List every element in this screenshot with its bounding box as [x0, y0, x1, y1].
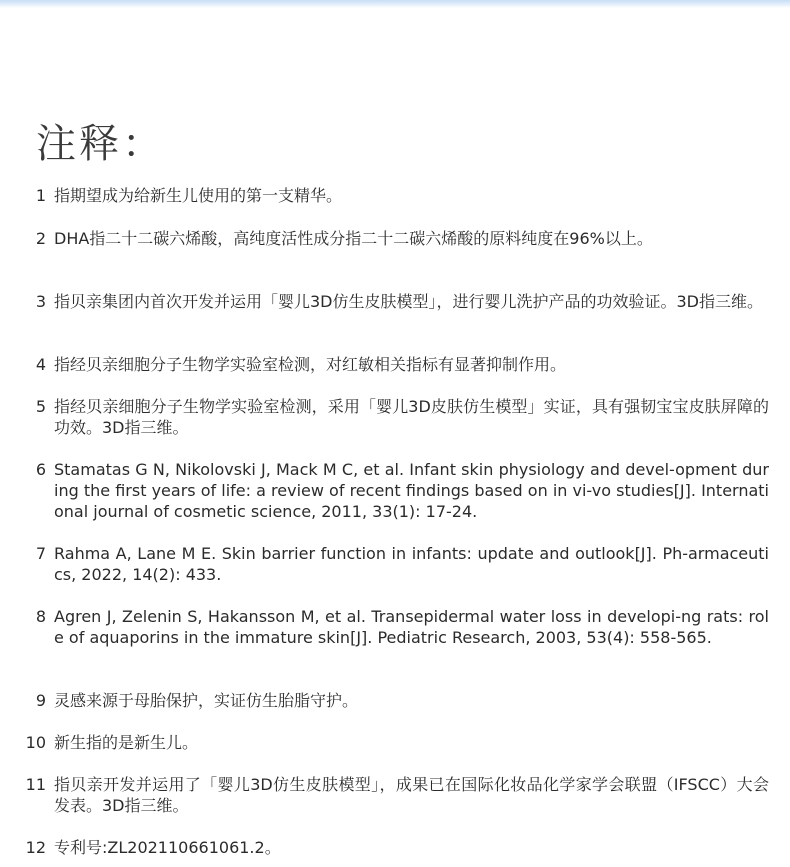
- note-text: DHA指二十二碳六烯酸，高纯度活性成分指二十二碳六烯酸的原料纯度在96%以上。: [54, 229, 653, 248]
- note-number: 1: [35, 186, 46, 205]
- note-number: 2: [35, 229, 46, 248]
- note-number: 11: [25, 775, 46, 794]
- note-text: 指期望成为给新生儿使用的第一支精华。: [54, 186, 343, 205]
- note-number: 6: [35, 460, 46, 479]
- note-number: 5: [35, 397, 46, 416]
- note-text: 指经贝亲细胞分子生物学实验室检测，采用「婴儿3D皮肤仿生模型」实证，具有强韧宝宝皮肤屏障的功效。3D指三维。: [54, 397, 769, 437]
- note-text: 新生指的是新生儿。: [54, 733, 199, 752]
- note-number: 7: [35, 544, 46, 563]
- page-title: 注释：: [36, 121, 165, 167]
- note-text: 专利号:ZL202110661061.2。: [54, 838, 281, 857]
- note-text: Rahma A, Lane M E. Skin barrier function in infants: update and outlook[J]. Ph-armaceutics, 2022, 14(2): 433.: [54, 544, 769, 584]
- note-text: Agren J, Zelenin S, Hakansson M, et al. Transepidermal water loss in developi-ng rats: role of aquaporins in the immature skin[J]. Pediatric Research, 2003, 53(4): 558-565.: [54, 607, 769, 647]
- note-text: 指经贝亲细胞分子生物学实验室检测，对红敏相关指标有显著抑制作用。: [54, 355, 567, 374]
- note-number: 8: [35, 607, 46, 626]
- note-text: 指贝亲开发并运用了「婴儿3D仿生皮肤模型」，成果已在国际化妆品化学家学会联盟（IFSCC）大会发表。3D指三维。: [54, 775, 769, 815]
- note-text: 灵感来源于母胎保护，实证仿生胎脂守护。: [54, 691, 359, 710]
- note-number: 4: [35, 355, 46, 374]
- note-text: 指贝亲集团内首次开发并运用「婴儿3D仿生皮肤模型」，进行婴儿洗护产品的功效验证。3D指三维。: [54, 292, 764, 311]
- top-gradient-bar: [0, 0, 790, 8]
- note-text: Stamatas G N, Nikolovski J, Mack M C, et al. Infant skin physiology and devel-opment during the first years of life: a review of recent findings based on in vi-vo studies[J]. International journal of cosmetic science, 2011, 33(1): 17-24.: [54, 460, 769, 521]
- note-number: 9: [35, 691, 46, 710]
- note-number: 3: [35, 292, 46, 311]
- note-number: 12: [25, 838, 46, 857]
- note-number: 10: [25, 733, 46, 752]
